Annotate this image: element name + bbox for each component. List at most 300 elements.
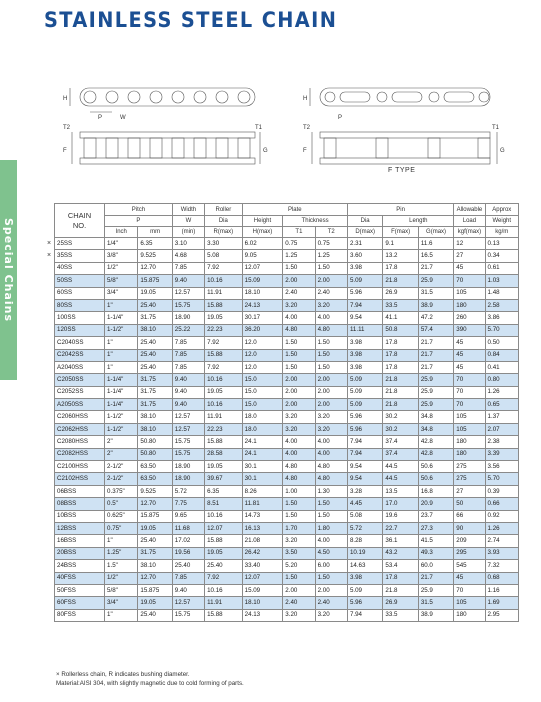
table-cell: 12.70 (138, 262, 172, 274)
table-cell: 24.1 (242, 448, 283, 460)
chain-no-cell (55, 312, 105, 324)
table-cell: 3.20 (283, 609, 315, 621)
table-cell: 26.9 (383, 287, 418, 299)
table-cell: 25.9 (418, 275, 453, 287)
table-cell: 31.75 (138, 374, 172, 386)
table-cell: 5.70 (485, 473, 518, 485)
table-row (55, 374, 519, 386)
table-cell: 18.0 (242, 423, 283, 435)
table-cell: 105 (454, 423, 485, 435)
header-hmax: H(max) (242, 227, 283, 238)
table-row (55, 572, 519, 584)
table-cell: 4.80 (315, 461, 347, 473)
table-cell: 5.09 (347, 275, 382, 287)
table-cell: 19.05 (138, 597, 172, 609)
table-cell: 17.8 (383, 349, 418, 361)
table-cell: 2" (105, 448, 138, 460)
chain-no-text: 25SS (57, 239, 73, 247)
table-cell: 53.4 (383, 560, 418, 572)
chain-drawing-standard (60, 82, 270, 172)
table-cell: 180 (454, 609, 485, 621)
table-cell: 7.92 (205, 572, 243, 584)
table-cell: 15.875 (138, 584, 172, 596)
chain-no-cell (55, 560, 105, 572)
table-cell: 2.95 (485, 609, 518, 621)
table-cell: 15.75 (172, 436, 204, 448)
table-cell: 63.50 (138, 461, 172, 473)
table-row (55, 324, 519, 336)
chain-no-text: C2100HSS (57, 462, 88, 470)
table-cell: 15.88 (205, 609, 243, 621)
table-cell: 18.90 (172, 473, 204, 485)
table-cell: 390 (454, 324, 485, 336)
chain-no-cell (55, 337, 105, 349)
table-row (55, 312, 519, 324)
table-cell: 37.4 (383, 448, 418, 460)
table-cell: 1.16 (485, 584, 518, 596)
table-cell: 50.80 (138, 448, 172, 460)
header-pitch: Pitch (105, 204, 173, 216)
header-mm: mm (138, 227, 172, 238)
table-cell: 1-1/4" (105, 374, 138, 386)
table-cell: 3.98 (347, 337, 382, 349)
table-cell: 17.8 (383, 262, 418, 274)
table-cell: 70 (454, 584, 485, 596)
header-thickness: Thickness (283, 216, 348, 227)
f-dim-label-f: F (303, 148, 307, 154)
table-cell: 38.10 (138, 423, 172, 435)
table-cell: 33.5 (383, 609, 418, 621)
table-cell: 1.25" (105, 547, 138, 559)
table-row (55, 535, 519, 547)
table-cell: 31.75 (138, 399, 172, 411)
table-cell: 9.40 (172, 584, 204, 596)
dim-label-t1: T1 (255, 125, 263, 131)
chain-no-text: 50FSS (57, 586, 76, 594)
table-cell: 1.50 (315, 349, 347, 361)
table-cell: 2-1/2" (105, 473, 138, 485)
footnote-rollerless: × Rollerless chain, R indicates bushing diameter. (56, 671, 190, 678)
table-cell: 19.56 (172, 547, 204, 559)
table-cell: 0.34 (485, 250, 518, 262)
chain-no-text: 24BSS (57, 561, 77, 569)
table-cell: 10.16 (205, 510, 243, 522)
table-cell: 38.10 (138, 411, 172, 423)
table-row (55, 337, 519, 349)
dim-label-f: F (63, 148, 67, 154)
chain-no-cell (55, 324, 105, 336)
table-cell: 19.6 (383, 510, 418, 522)
table-cell: 31.5 (418, 597, 453, 609)
table-cell: 3.93 (485, 547, 518, 559)
spec-table (47, 203, 519, 622)
table-cell: 31.75 (138, 547, 172, 559)
table-cell: 70 (454, 275, 485, 287)
table-cell: 1/4" (105, 238, 138, 250)
chain-no-text: C2062HSS (57, 425, 88, 433)
table-cell: 63.50 (138, 473, 172, 485)
table-cell: 10.16 (205, 584, 243, 596)
table-cell: 1.50 (315, 572, 347, 584)
table-cell: 1-1/2" (105, 423, 138, 435)
table-cell: 5.96 (347, 423, 382, 435)
table-cell: 70 (454, 386, 485, 398)
table-cell: 0.65 (485, 399, 518, 411)
table-cell: 8.26 (242, 485, 283, 497)
table-cell: 1.48 (485, 287, 518, 299)
table-cell: 5.72 (347, 522, 382, 534)
table-cell: 1.25 (283, 250, 315, 262)
header-no: NO. (72, 220, 87, 230)
table-cell: 1.50 (283, 498, 315, 510)
table-cell: 5.96 (347, 287, 382, 299)
table-cell: 25.40 (172, 560, 204, 572)
table-cell: 7.75 (172, 498, 204, 510)
table-row (55, 238, 519, 250)
table-row (55, 522, 519, 534)
table-cell: 15.875 (138, 275, 172, 287)
table-cell: 19.05 (138, 522, 172, 534)
spec-table-body (47, 238, 519, 622)
table-cell: 34.8 (418, 411, 453, 423)
table-cell: 17.0 (383, 498, 418, 510)
table-row (55, 584, 519, 596)
table-cell: 11.11 (347, 324, 382, 336)
table-cell: 14.63 (347, 560, 382, 572)
f-dim-label-p: P (338, 115, 343, 121)
chain-drawing-f-type-svg (300, 82, 510, 172)
header-pin-dia: Dia (347, 216, 382, 227)
table-cell: 3.98 (347, 572, 382, 584)
table-cell: 17.8 (383, 337, 418, 349)
table-cell: 1" (105, 337, 138, 349)
f-dim-label-g: G (500, 148, 505, 154)
table-cell: 7.92 (205, 361, 243, 373)
table-cell: 2.31 (347, 238, 382, 250)
table-row (55, 411, 519, 423)
table-cell: 9.54 (347, 312, 382, 324)
table-cell: 1.25 (315, 250, 347, 262)
table-cell: 22.23 (205, 324, 243, 336)
table-cell: 10.19 (347, 547, 382, 559)
table-cell: 25.40 (138, 349, 172, 361)
table-cell: 12.0 (242, 337, 283, 349)
table-cell: 5.09 (347, 584, 382, 596)
table-cell: 4.00 (283, 436, 315, 448)
table-row (55, 423, 519, 435)
chain-no-cell (55, 287, 105, 299)
table-cell: 16.8 (418, 485, 453, 497)
table-cell: 3.56 (485, 461, 518, 473)
dim-label-t2: T2 (63, 125, 71, 131)
table-cell: 10.16 (205, 399, 243, 411)
table-cell: 1.70 (283, 522, 315, 534)
table-row (55, 547, 519, 559)
table-row (55, 287, 519, 299)
table-cell: 14.73 (242, 510, 283, 522)
table-cell: 2.00 (283, 275, 315, 287)
table-cell: 34.8 (418, 423, 453, 435)
table-cell: 2.00 (283, 386, 315, 398)
chain-no-text: C2102HSS (57, 475, 88, 483)
chain-drawing-standard-svg (60, 82, 270, 172)
table-cell: 25.40 (138, 361, 172, 373)
table-cell: 90 (454, 522, 485, 534)
table-cell: 25.9 (418, 386, 453, 398)
table-cell: 70 (454, 399, 485, 411)
chain-no-cell (55, 361, 105, 373)
page-title: STAINLESS STEEL CHAIN (44, 8, 338, 32)
table-cell: 12 (454, 238, 485, 250)
footnotes (56, 670, 244, 688)
table-row (55, 461, 519, 473)
footnote-material: Material:AISI 304, with slightly magnetic due to cold forming of parts. (56, 680, 244, 687)
table-cell: 42.8 (418, 436, 453, 448)
chain-no-cell (55, 374, 105, 386)
table-cell: 5.08 (205, 250, 243, 262)
table-cell: 0.75" (105, 522, 138, 534)
table-cell: 3.20 (283, 411, 315, 423)
table-cell: 41.5 (418, 535, 453, 547)
chain-no-text: A2040SS (57, 363, 84, 371)
f-dim-label-h: H (303, 96, 308, 102)
table-cell: 105 (454, 411, 485, 423)
table-cell: 21.7 (418, 361, 453, 373)
table-row (55, 250, 519, 262)
chain-no-text: 100SS (57, 314, 76, 322)
table-cell: 15.88 (205, 349, 243, 361)
chain-no-text: 16BSS (57, 537, 77, 545)
table-cell: 3.20 (315, 423, 347, 435)
table-cell: 0.39 (485, 485, 518, 497)
table-cell: 0.80 (485, 374, 518, 386)
table-cell: 1-1/4" (105, 386, 138, 398)
table-cell: 2.07 (485, 423, 518, 435)
chain-no-cell (47, 250, 105, 262)
chain-no-text: C2042SS (57, 351, 84, 359)
table-cell: 17.02 (172, 535, 204, 547)
chain-no-cell (55, 609, 105, 621)
chain-no-text: 60SS (57, 289, 73, 297)
table-cell: 1.00 (283, 485, 315, 497)
table-cell: 12.57 (172, 597, 204, 609)
table-cell: 20.9 (418, 498, 453, 510)
table-cell: 1.50 (315, 361, 347, 373)
table-cell: 38.10 (138, 560, 172, 572)
table-cell: 4.80 (315, 324, 347, 336)
table-cell: 4.80 (315, 473, 347, 485)
table-cell: 3.98 (347, 262, 382, 274)
table-cell: 9.525 (138, 485, 172, 497)
table-cell: 3.98 (347, 349, 382, 361)
table-cell: 25.9 (418, 399, 453, 411)
table-cell: 275 (454, 461, 485, 473)
table-cell: 11.91 (205, 287, 243, 299)
table-cell: 1" (105, 609, 138, 621)
table-row (55, 349, 519, 361)
table-cell: 1.80 (315, 522, 347, 534)
table-cell: 209 (454, 535, 485, 547)
chain-no-text: 08BSS (57, 499, 77, 507)
table-cell: 3.20 (283, 299, 315, 311)
table-cell: 0.68 (485, 572, 518, 584)
table-cell: 295 (454, 547, 485, 559)
table-cell: 3.20 (283, 423, 315, 435)
chain-no-cell (55, 572, 105, 584)
table-cell: 12.0 (242, 361, 283, 373)
chain-no-cell (55, 547, 105, 559)
table-row (55, 498, 519, 510)
table-row (55, 473, 519, 485)
chain-no-text: C2080HSS (57, 437, 88, 445)
table-cell: 26.42 (242, 547, 283, 559)
header-weight: Weight (485, 216, 518, 227)
table-cell: 3.39 (485, 448, 518, 460)
table-cell: 9.54 (347, 473, 382, 485)
table-cell: 11.68 (172, 522, 204, 534)
chain-no-text: 60FSS (57, 599, 76, 607)
table-cell: 1.69 (485, 597, 518, 609)
header-rmax: R(max) (205, 227, 243, 238)
header-allowable: Allowable (454, 204, 485, 216)
table-cell: 8.51 (205, 498, 243, 510)
table-cell: 9.05 (242, 250, 283, 262)
table-cell: 18.90 (172, 461, 204, 473)
table-cell: 4.80 (283, 473, 315, 485)
table-cell: 1.26 (485, 386, 518, 398)
side-tab-label: Special Chains (2, 217, 15, 323)
table-cell: 1.03 (485, 275, 518, 287)
table-cell: 4.45 (347, 498, 382, 510)
table-cell: 30.17 (242, 312, 283, 324)
table-cell: 275 (454, 473, 485, 485)
table-cell: 10.16 (205, 275, 243, 287)
chain-no-text: 10BSS (57, 512, 77, 520)
table-cell: 23.7 (418, 510, 453, 522)
table-cell: 18.0 (242, 411, 283, 423)
chain-no-text: 40FSS (57, 574, 76, 582)
table-cell: 19.05 (138, 287, 172, 299)
table-cell: 1.26 (485, 522, 518, 534)
table-cell: 3.30 (205, 238, 243, 250)
table-cell: 4.00 (315, 312, 347, 324)
chain-no-cell (55, 423, 105, 435)
table-cell: 545 (454, 560, 485, 572)
table-cell: 1-1/4" (105, 399, 138, 411)
table-row (55, 597, 519, 609)
table-cell: 0.41 (485, 361, 518, 373)
table-cell: 9.54 (347, 461, 382, 473)
chain-no-text: C2040SS (57, 338, 84, 346)
table-cell: 1-1/2" (105, 324, 138, 336)
table-cell: 43.2 (383, 547, 418, 559)
table-cell: 66 (454, 510, 485, 522)
table-cell: 41.1 (383, 312, 418, 324)
table-cell: 3.98 (347, 361, 382, 373)
table-cell: 21.8 (383, 584, 418, 596)
table-cell: 44.5 (383, 461, 418, 473)
chain-no-cell (55, 498, 105, 510)
table-cell: 4.68 (172, 250, 204, 262)
header-kgf: kgf(max) (454, 227, 485, 238)
table-cell: 7.85 (172, 572, 204, 584)
table-cell: 1" (105, 349, 138, 361)
table-cell: 0.375" (105, 485, 138, 497)
chain-no-cell (55, 275, 105, 287)
table-cell: 45 (454, 262, 485, 274)
table-cell: 180 (454, 448, 485, 460)
table-cell: 15.88 (205, 436, 243, 448)
chain-no-cell (55, 522, 105, 534)
table-cell: 10.16 (205, 374, 243, 386)
table-cell: 1/2" (105, 572, 138, 584)
table-cell: 16.13 (242, 522, 283, 534)
table-cell: 12.07 (242, 572, 283, 584)
header-t2: T2 (315, 227, 347, 238)
table-cell: 2.40 (315, 597, 347, 609)
table-cell: 5.09 (347, 386, 382, 398)
table-cell: 2.00 (315, 399, 347, 411)
table-cell: 1" (105, 299, 138, 311)
table-cell: 25.40 (138, 337, 172, 349)
table-cell: 2.00 (315, 584, 347, 596)
header-gmax: G(max) (418, 227, 453, 238)
table-cell: 7.85 (172, 349, 204, 361)
table-cell: 3/4" (105, 597, 138, 609)
table-cell: 31.75 (138, 386, 172, 398)
chain-no-cell (55, 386, 105, 398)
table-cell: 21.8 (383, 275, 418, 287)
table-cell: 0.66 (485, 498, 518, 510)
table-cell: 1.50 (315, 337, 347, 349)
table-cell: 15.88 (205, 535, 243, 547)
table-cell: 0.61 (485, 262, 518, 274)
table-cell: 7.32 (485, 560, 518, 572)
table-row (55, 275, 519, 287)
chain-no-cell (47, 238, 105, 250)
table-cell: 0.75 (283, 238, 315, 250)
chain-no-cell (55, 299, 105, 311)
chain-no-cell (55, 461, 105, 473)
table-cell: 5/8" (105, 275, 138, 287)
table-cell: 7.92 (205, 337, 243, 349)
header-p: P (105, 216, 173, 227)
table-cell: 2.40 (283, 597, 315, 609)
table-cell: 22.23 (205, 423, 243, 435)
f-dim-label-t1: T1 (492, 125, 500, 131)
table-cell: 1.50 (315, 498, 347, 510)
table-cell: 3.20 (315, 299, 347, 311)
table-cell: 26.9 (383, 597, 418, 609)
table-cell: 18.10 (242, 597, 283, 609)
chain-no-cell (55, 584, 105, 596)
table-cell: 19.05 (205, 312, 243, 324)
table-cell: 60.0 (418, 560, 453, 572)
table-row (55, 386, 519, 398)
table-row (55, 262, 519, 274)
table-cell: 31.75 (138, 312, 172, 324)
table-cell: 1.30 (315, 485, 347, 497)
chain-no-text: 50SS (57, 276, 73, 284)
table-cell: 25.40 (205, 560, 243, 572)
table-cell: 15.0 (242, 374, 283, 386)
table-row (55, 609, 519, 621)
table-cell: 2.00 (283, 374, 315, 386)
table-cell: 44.5 (383, 473, 418, 485)
table-cell: 38.10 (138, 324, 172, 336)
table-cell: 260 (454, 312, 485, 324)
table-cell: 7.94 (347, 609, 382, 621)
